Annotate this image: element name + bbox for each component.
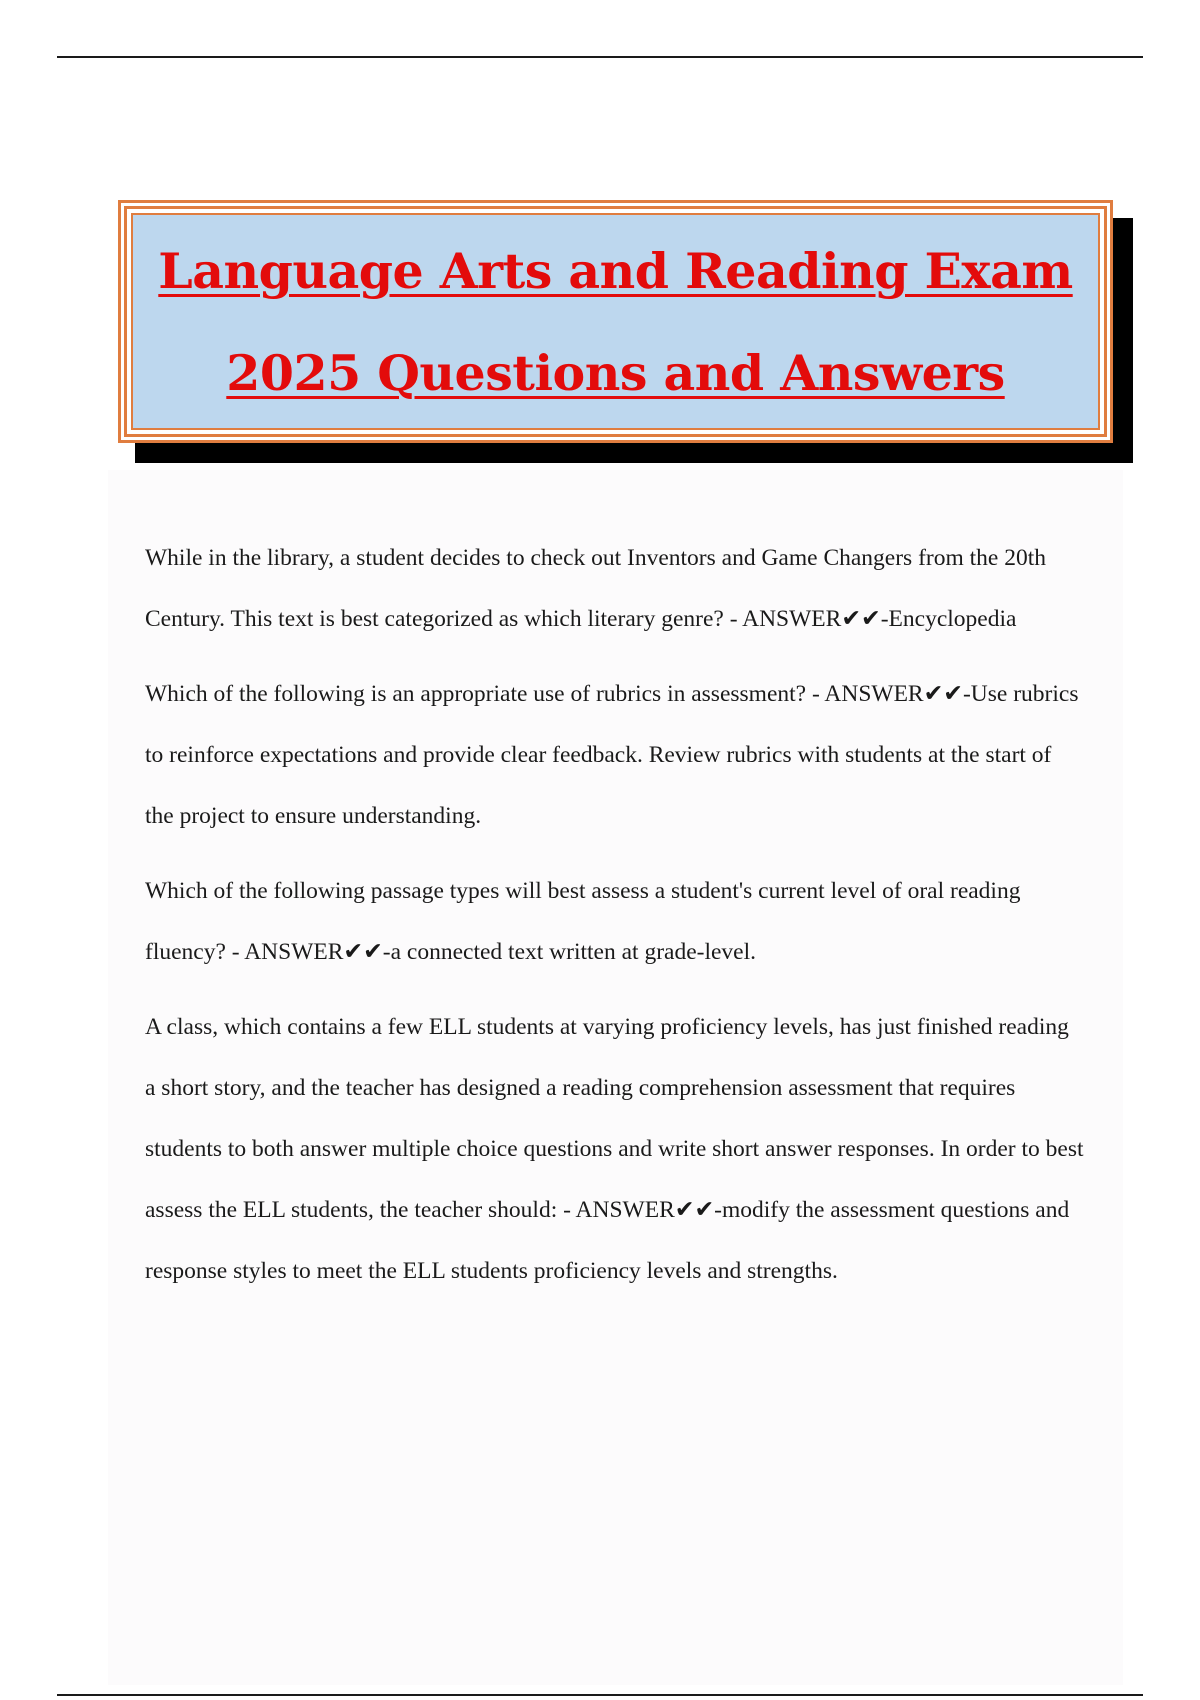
question-text: Which of the following passage types will best assess a student's current level of oral reading fluency? - [145, 878, 1021, 965]
question-text: While in the library, a student decides to check out Inventors and Game Changers from the 20th Century. This text is best categorized as which literary genre? - [145, 545, 1046, 632]
qa-item [145, 861, 1085, 983]
question-text: Which of the following is an appropriate use of rubrics in assessment? - [145, 681, 825, 707]
question-text: A class, which contains a few ELL students at varying proficiency levels, has just finished reading a short story, and the teacher has designed a reading comprehension assessment that requires students to both answer multiple choice questions and write short answer responses. In order to best assess the ELL students, the teacher should: - [145, 1014, 1084, 1223]
answer-text: -Use rubrics to reinforce expectations and provide clear feedback. Review rubrics with students at the start of the project to ensure understanding. [145, 681, 1079, 829]
answer-text: -a connected text written at grade-level. [382, 939, 756, 965]
document-title-line-1: Language Arts and Reading Exam [158, 241, 1073, 300]
answer-text: -modify the assessment questions and response styles to meet the ELL students proficiency levels and strengths. [145, 1197, 1070, 1284]
qa-item [145, 528, 1085, 650]
qa-item [145, 664, 1085, 847]
top-rule [57, 56, 1143, 58]
question-list [145, 528, 1085, 1316]
title-box-border [124, 206, 1107, 437]
answer-marker: ANSWER✔✔ [575, 1197, 715, 1223]
qa-item [145, 997, 1085, 1302]
answer-marker: ANSWER✔✔ [244, 939, 383, 965]
bottom-rule [57, 1694, 1143, 1696]
answer-marker: ANSWER✔✔ [824, 681, 963, 707]
document-title-line-2: 2025 Questions and Answers [226, 343, 1005, 402]
answer-text: -Encyclopedia [880, 606, 1017, 632]
title-box [118, 200, 1113, 443]
answer-marker: ANSWER✔✔ [742, 606, 881, 632]
title-box-fill [131, 213, 1100, 430]
